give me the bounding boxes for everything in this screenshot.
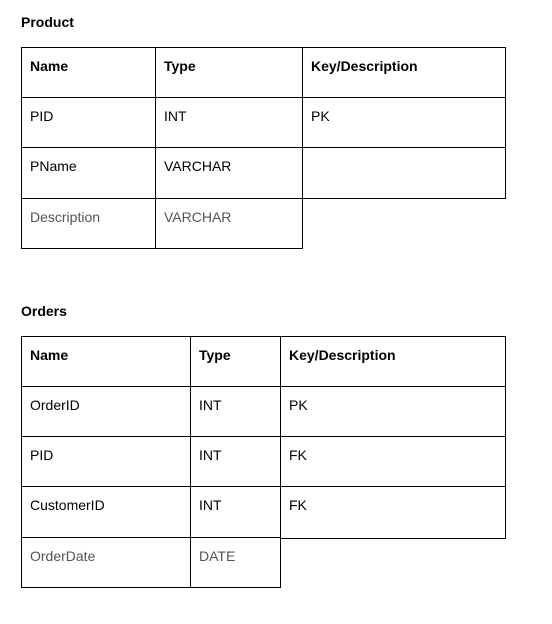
product-header-key: Key/Description xyxy=(302,47,506,98)
product-cell-description-name: Description xyxy=(21,198,155,249)
orders-cell-orderid-name: OrderID xyxy=(21,386,191,437)
orders-cell-orderid-type: INT xyxy=(190,386,281,437)
orders-cell-orderdate-type: DATE xyxy=(190,537,281,588)
product-header-name: Name xyxy=(21,47,155,98)
orders-cell-customerid-name: CustomerID xyxy=(21,486,191,538)
orders-cell-customerid-key: FK xyxy=(280,486,506,539)
orders-cell-pid-name: PID xyxy=(21,436,191,487)
product-cell-pname-type: VARCHAR xyxy=(155,147,303,198)
orders-table-title: Orders xyxy=(21,303,67,319)
orders-cell-orderid-key: PK xyxy=(280,386,506,437)
product-cell-pid-key: PK xyxy=(302,97,506,148)
orders-cell-pid-key: FK xyxy=(280,436,506,487)
product-cell-description-type: VARCHAR xyxy=(155,198,303,249)
orders-cell-pid-type: INT xyxy=(190,436,281,487)
product-cell-pid-type: INT xyxy=(155,97,303,148)
orders-header-key: Key/Description xyxy=(280,336,506,387)
product-cell-pname-name: PName xyxy=(21,147,155,198)
product-cell-pid-name: PID xyxy=(21,97,155,148)
orders-cell-customerid-type: INT xyxy=(190,486,281,538)
orders-header-type: Type xyxy=(190,336,281,387)
orders-header-name: Name xyxy=(21,336,191,387)
product-table-title: Product xyxy=(21,14,74,30)
orders-cell-orderdate-name: OrderDate xyxy=(21,537,191,588)
product-header-type: Type xyxy=(155,47,303,98)
product-cell-pname-key xyxy=(302,147,506,199)
